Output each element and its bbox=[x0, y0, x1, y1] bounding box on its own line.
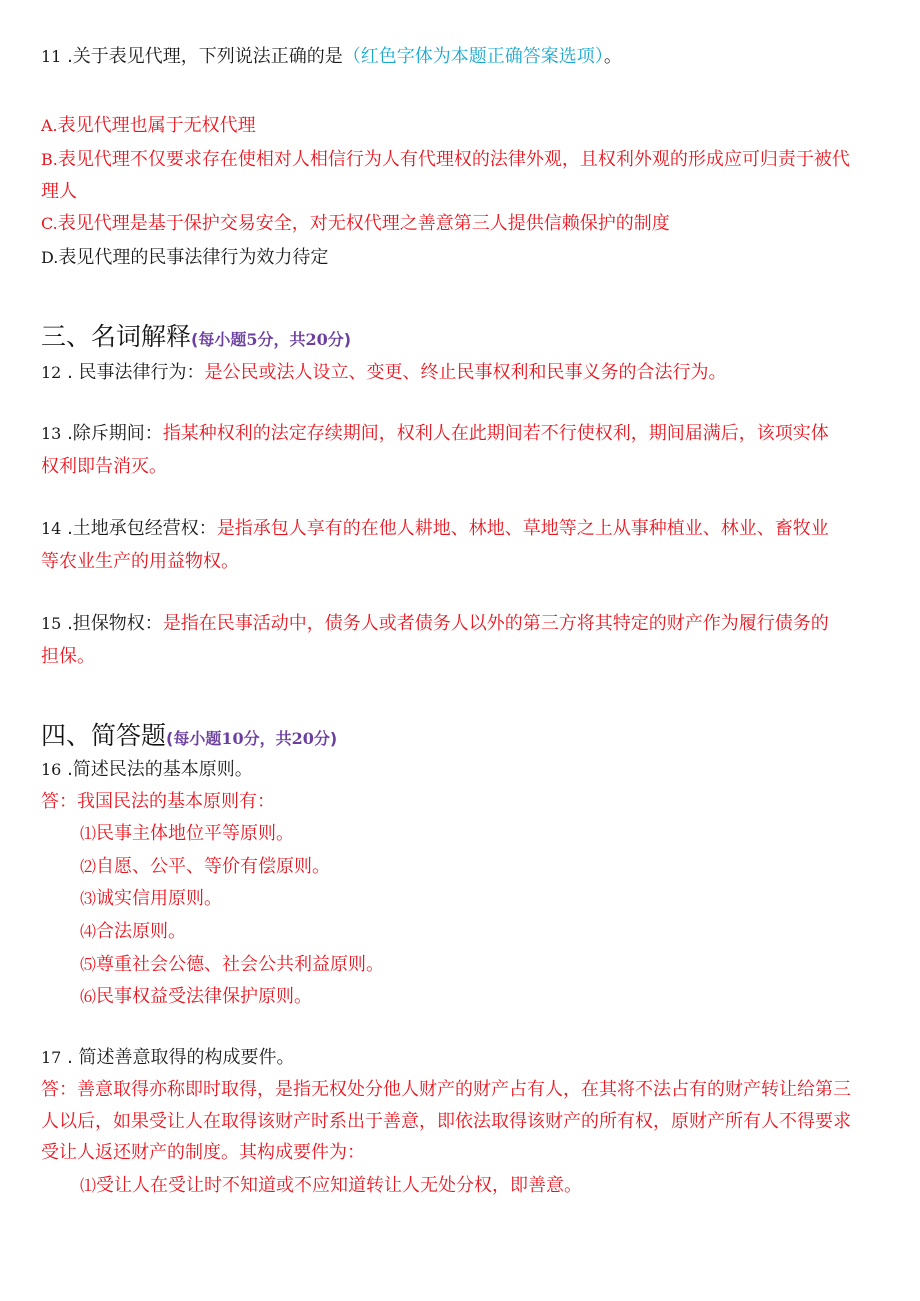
option-text: 表见代理不仅要求存在使相对人相信行为人有代理权的法律外观，且权利外观的形成应可归责于被代 bbox=[57, 149, 850, 170]
question-text: .简述民法的基本原则。 bbox=[61, 759, 253, 780]
term-label: . 民事法律行为： bbox=[61, 362, 205, 383]
option-letter: A. bbox=[41, 116, 58, 135]
question-11-stem bbox=[41, 46, 622, 68]
term-12 bbox=[41, 362, 727, 384]
principle-item: ⑵自愿、公平、等价有偿原则。 bbox=[80, 856, 331, 877]
question-number: 14 bbox=[41, 519, 62, 538]
term-15-continued: 担保。 bbox=[41, 646, 95, 667]
question-number: 13 bbox=[41, 424, 62, 443]
term-13-continued: 权利即告消灭。 bbox=[41, 456, 167, 477]
term-definition: 是指在民事活动中，债务人或者债务人以外的第三方将其特定的财产作为履行债务的 bbox=[162, 613, 829, 634]
condition-item: ⑴受让人在受让时不知道或不应知道转让人无处分权，即善意。 bbox=[80, 1175, 583, 1196]
question-number: 15 bbox=[41, 614, 62, 633]
option-c bbox=[41, 213, 670, 235]
section-title: 四、简答题 bbox=[41, 721, 167, 750]
question-17-answer: 答：善意取得亦称即时取得，是指无权处分他人财产的财产占有人，在其将不法占有的财产转让给第三 bbox=[41, 1079, 851, 1100]
question-17-answer-line-2: 人以后，如果受让人在取得该财产时系出于善意，即依法取得该财产的所有权，原财产所有人不得要求 bbox=[41, 1111, 851, 1132]
principle-item: ⑷合法原则。 bbox=[80, 921, 187, 942]
section-title: 三、名词解释 bbox=[41, 322, 192, 351]
question-text: .关于表见代理，下列说法正确的是 bbox=[61, 46, 343, 67]
option-text: 表见代理的民事法律行为效力待定 bbox=[58, 247, 329, 268]
option-text: 表见代理也属于无权代理 bbox=[57, 115, 256, 136]
principle-item: ⑶诚实信用原则。 bbox=[80, 888, 223, 909]
question-16-answer: 答：我国民法的基本原则有： bbox=[41, 791, 275, 812]
option-b bbox=[41, 149, 850, 171]
option-b-continued: 理人 bbox=[41, 181, 77, 202]
option-letter: B. bbox=[41, 150, 58, 169]
principle-item: ⑸尊重社会公德、社会公共利益原则。 bbox=[80, 954, 385, 975]
option-text: 表见代理是基于保护交易安全，对无权代理之善意第三人提供信赖保护的制度 bbox=[57, 213, 670, 234]
option-letter: C. bbox=[41, 214, 58, 233]
question-number: 16 bbox=[41, 760, 62, 779]
term-label: .担保物权： bbox=[61, 613, 163, 634]
term-14 bbox=[41, 518, 829, 540]
section-4-heading bbox=[41, 721, 337, 754]
term-definition: 指某种权利的法定存续期间，权利人在此期间若不行使权利，期间届满后，该项实体 bbox=[162, 423, 829, 444]
question-16-stem bbox=[41, 759, 253, 781]
question-17-answer-line-3: 受让人返还财产的制度。其构成要件为： bbox=[41, 1142, 365, 1163]
term-definition: 是指承包人享有的在他人耕地、林地、草地等之上从事种植业、林业、畜牧业 bbox=[216, 518, 829, 539]
question-17-stem bbox=[41, 1047, 295, 1069]
option-d bbox=[41, 247, 328, 269]
term-label: .除斥期间： bbox=[61, 423, 163, 444]
question-number: 12 bbox=[41, 363, 62, 382]
principle-item: ⑹民事权益受法律保护原则。 bbox=[80, 986, 313, 1007]
section-score-note: (每小题5分，共20分) bbox=[191, 330, 352, 349]
section-score-note: (每小题10分，共20分) bbox=[166, 729, 338, 748]
term-15 bbox=[41, 613, 829, 635]
question-number: 17 bbox=[41, 1048, 62, 1067]
term-label: .土地承包经营权： bbox=[61, 518, 217, 539]
option-letter: D. bbox=[41, 248, 59, 267]
question-end: 。 bbox=[603, 46, 622, 67]
question-number: 11 bbox=[41, 47, 62, 66]
question-text: . 简述善意取得的构成要件。 bbox=[61, 1047, 295, 1068]
term-14-continued: 等农业生产的用益物权。 bbox=[41, 551, 239, 572]
term-13 bbox=[41, 423, 829, 445]
term-definition: 是公民或法人设立、变更、终止民事权利和民事义务的合法行为。 bbox=[204, 362, 727, 383]
principle-item: ⑴民事主体地位平等原则。 bbox=[80, 823, 295, 844]
section-3-heading bbox=[41, 322, 351, 355]
answer-hint: （红色字体为本题正确答案选项） bbox=[342, 46, 604, 67]
option-a bbox=[41, 115, 256, 137]
